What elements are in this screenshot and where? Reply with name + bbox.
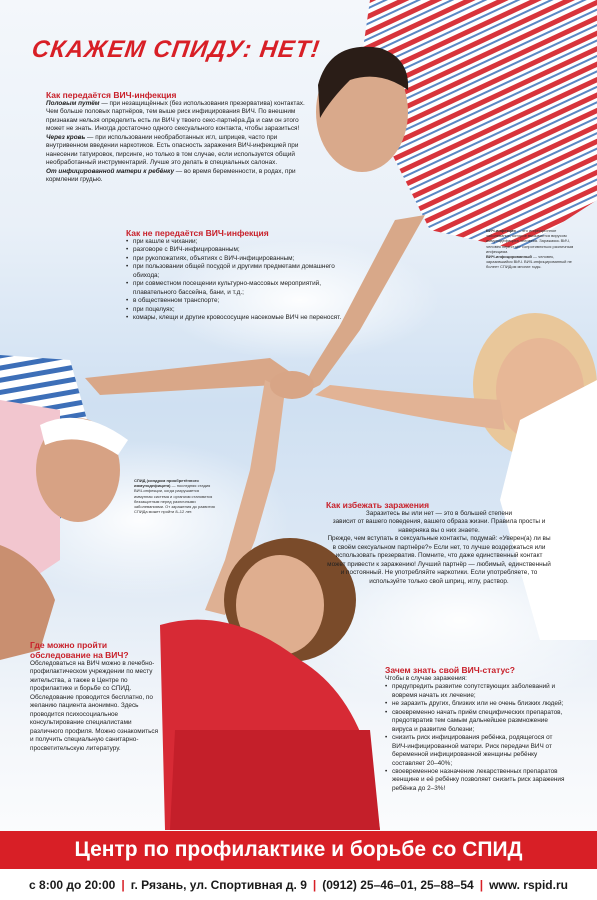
list-item: • не заразить других, близких или не очень близких людей;	[385, 700, 565, 708]
section-why-status	[385, 665, 565, 793]
list-item: • своевременное назначение лекарственных препаратов женщине и её ребёнку позволяет снизить риск заражения ребёнка до 2–3%!	[385, 768, 565, 793]
section-heading: Как избежать заражения	[326, 500, 430, 510]
section-heading: Зачем знать свой ВИЧ-статус?	[385, 665, 515, 675]
list-item: • предупредить развитие сопутствующих заболеваний и вовремя начать их лечение;	[385, 683, 565, 700]
term: От инфицированной матери к ребёнку	[46, 167, 175, 175]
paragraph: Заразитесь вы или нет — это в большей степени	[365, 510, 513, 517]
list-item: • при совместном посещении культурно-массовых мероприятий, плавательного бассейна, бани, и т.д.;	[126, 280, 348, 297]
section-text	[326, 510, 552, 586]
paragraph: — во время беременности, в родах, при кормлении грудью.	[46, 167, 296, 184]
section-heading: Где можно пройти обследование на ВИЧ?	[30, 640, 129, 660]
section-where-test	[30, 640, 160, 753]
term: Через кровь	[46, 133, 86, 141]
definition-note-hiv	[486, 228, 580, 270]
list-item: • в общественном транспорте;	[126, 297, 348, 305]
working-hours: с 8:00 до 20:00	[29, 877, 116, 892]
paragraph: — при незащищённых (без использования презерватива) контактах. Чем больше половых партнёров, тем выше риск инфицирования ВИЧ. По внешним признакам нельзя определить есть ли ВИЧ у твоего секс-партнёра.Да и сам он этого может не знать. Иногда достаточно одного сексуального контакта, чтобы заразиться!	[46, 100, 305, 133]
list-item: • при пользовании общей посудой и другими предметами домашнего обихода;	[126, 263, 348, 280]
organization-name: Центр по профилактике и борьбе со СПИД	[74, 838, 523, 861]
section-transmitted	[46, 90, 308, 185]
separator: |	[121, 877, 125, 892]
section-heading: Как передаётся ВИЧ-инфекция	[46, 90, 177, 100]
definition: — это инфекционное заболевание, которое вызывается вирусом иммунодефицита человека. Заражаясь ВИЧ, человек перестаёт сопротивляться различным инфекциям.	[486, 228, 574, 254]
paragraph: — при использовании необработанных игл, шприцев, часто при внутривенном введении наркотиков. Есть опасность заражения ВИЧ-инфекцией при нанесении татуировок, пирсинге, но только в том случае, если используется общий необработанный инструментарий. Лучше это делать в специальных салонах.	[46, 133, 299, 167]
phone-numbers: (0912) 25–46–01, 25–88–54	[322, 877, 474, 892]
contacts-bar	[0, 869, 597, 900]
list-item: • комары, клещи и другие кровососущие насекомые ВИЧ не переносят.	[126, 314, 348, 322]
poster-title: СКАЖЕМ СПИДУ: НЕТ!	[30, 36, 322, 63]
separator: |	[312, 877, 317, 892]
organization-banner	[0, 831, 597, 869]
paragraph: зависит от вашего поведения, вашего образа жизни. Правила просты и наверняка вы о них знаете.	[332, 518, 546, 534]
term: Половым путём	[46, 100, 100, 107]
list-item: • при рукопожатиях, объятиях с ВИЧ-инфицированным;	[126, 255, 348, 263]
separator: |	[479, 877, 484, 892]
definition: — последняя стадия ВИЧ-инфекции, когда разрушается иммунная система и организм становится беззащитным перед различными заболеваниями. От заражения до развития СПИДа может пройти 8–12 лет.	[134, 483, 215, 515]
term: ВИЧ-инфицированный	[486, 253, 532, 259]
paragraph: и постоянный. Не употребляйте наркотики. Если употребляете, то используйте только свой шприц, иглу, раствор.	[340, 569, 538, 585]
section-intro: Чтобы в случае заражения:	[385, 675, 467, 682]
list-item: • своевременно начать приём специфических препаратов, предотвратив тем самым дальнейшее размножение вируса и развитие болезни;	[385, 709, 565, 734]
section-text: Обследоваться на ВИЧ можно в лечебно-профилактическом учреждении по месту жительства, а также в Центре по профилактике и борьбе со СПИД. Обследование проводится бесплатно, по желанию пациента анонимно. Здесь проводится психосоциальное консультирование специалистами различного профиля. Можно ознакомиться и получить специальную санитарно-просветительскую литературу.	[30, 660, 159, 752]
list-item: • при кашле и чихании;	[126, 238, 348, 246]
term: ВИЧ-инфекция	[486, 228, 516, 233]
term: СПИД (синдром приобретённого иммунодефицита)	[134, 478, 199, 489]
list-item: • снизить риск инфицирования ребёнка, родящегося от ВИЧ-инфицированной матери. Риск передачи ВИЧ от беременной инфицированной женщины ребёнку составляет 20–40%;	[385, 734, 565, 768]
paragraph: Прежде, чем вступать в сексуальные контакты, подумай: «Уверен(а) ли вы в своём сексуальном партнёре?» Если нет, то лучше воздержаться или использовать презерватив. Помните, что даже единственный контакт может привести к заражению! Лучший партнёр — любимый, единственный	[327, 535, 551, 568]
section-heading: Как не передаётся ВИЧ-инфекция	[126, 228, 269, 238]
bullet-list	[126, 238, 348, 323]
section-not-transmitted	[126, 228, 348, 323]
definition-note-aids	[134, 478, 216, 514]
list-item: • при поцелуях;	[126, 306, 348, 314]
bullet-list	[385, 683, 565, 793]
list-item: • разговоре с ВИЧ-инфицированным;	[126, 246, 348, 254]
definition: — человек, заразившийся ВИЧ. ВИЧ-инфицированный не болеет СПИДом многие годы.	[486, 253, 572, 270]
section-avoid	[326, 500, 552, 586]
address: г. Рязань, ул. Спортивная д. 9	[130, 877, 307, 892]
section-text	[46, 100, 308, 185]
website-link[interactable]: www. rspid.ru	[489, 877, 568, 892]
